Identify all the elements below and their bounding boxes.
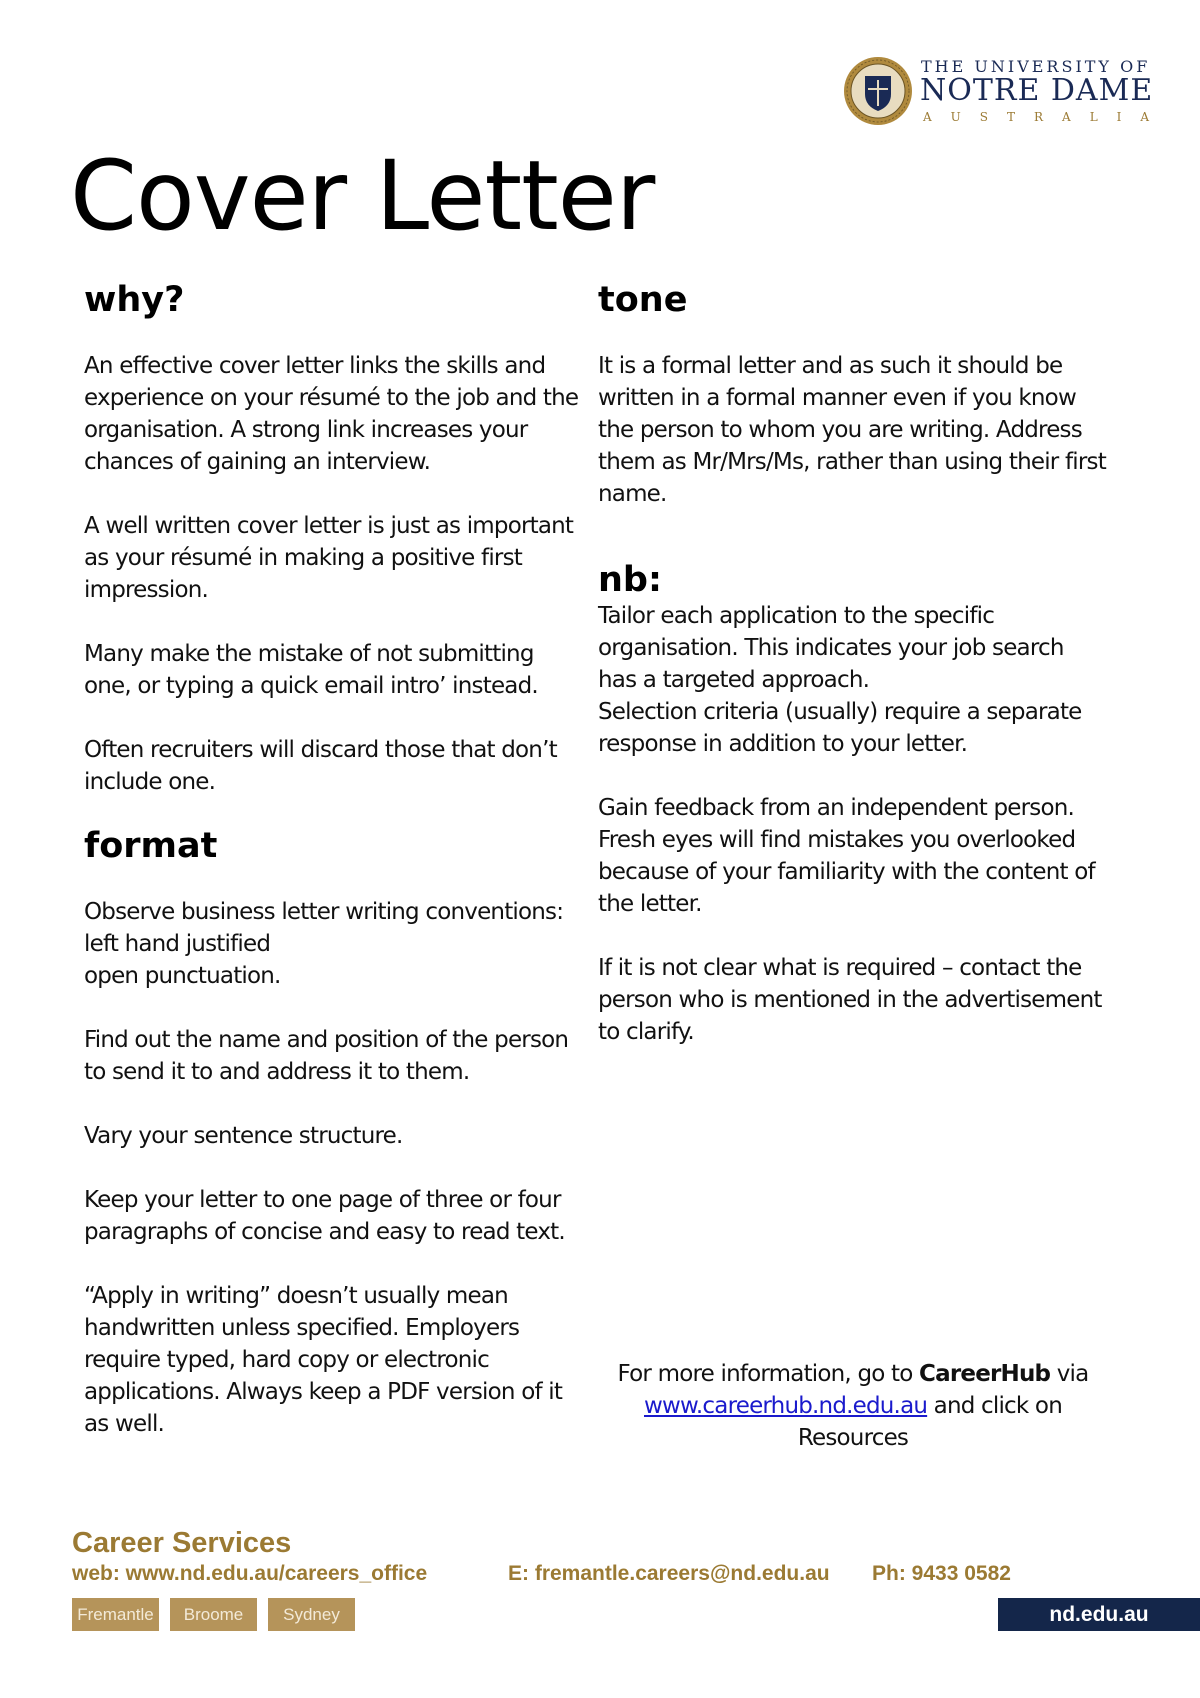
heading-tone: tone — [598, 280, 688, 320]
format-paragraph-1-line-2: left hand justified — [84, 931, 271, 957]
nb-paragraph-1-line-2: Selection criteria (usually) require a separate response in addition to your letter. — [598, 699, 1082, 757]
careerhub-label: CareerHub — [919, 1361, 1051, 1387]
nb-paragraph-2: Gain feedback from an independent person. Fresh eyes will find mistakes you overlooked because of your familiarity with the content of the letter. — [598, 795, 1095, 917]
page-title: Cover Letter — [70, 140, 655, 252]
footer-email[interactable]: E: fremantle.careers@nd.edu.au — [508, 1562, 830, 1585]
why-paragraph-3: Many make the mistake of not submitting one, or typing a quick email intro’ instead. — [84, 641, 538, 699]
format-paragraph-1-line-1: Observe business letter writing conventions: — [84, 899, 564, 925]
footer-web[interactable]: web: www.nd.edu.au/careers_office — [72, 1562, 428, 1585]
more-info-suffix: and click on — [927, 1393, 1062, 1419]
tone-paragraph-1: It is a formal letter and as such it should be written in a formal manner even if you know the person to whom you are writing. Address them as Mr/Mrs/Ms, rather than using their first name. — [598, 353, 1106, 507]
format-paragraph-4: Keep your letter to one page of three or four paragraphs of concise and easy to read text. — [84, 1187, 565, 1245]
logo-line-2: NOTRE DAME — [920, 73, 1154, 108]
careerhub-link[interactable]: www.careerhub.nd.edu.au — [644, 1393, 928, 1419]
format-paragraph-5: “Apply in writing” doesn’t usually mean handwritten unless specified. Employers require typed, hard copy or electronic applications. Always keep a PDF version of it as well. — [84, 1283, 563, 1437]
why-paragraph-1: An effective cover letter links the skills and experience on your résumé to the job and the organisation. A strong link increases your chances of gaining an interview. — [84, 353, 579, 475]
why-paragraph-4: Often recruiters will discard those that don’t include one. — [84, 737, 557, 795]
campus-tab-fremantle[interactable]: Fremantle — [72, 1598, 159, 1631]
more-info-resources: Resources — [797, 1425, 909, 1451]
more-info-prefix: For more information, go to — [617, 1361, 920, 1387]
logo-line-3: AUSTRALIA — [923, 110, 1169, 124]
site-link-bar[interactable]: nd.edu.au — [998, 1598, 1200, 1631]
more-info-via: via — [1050, 1361, 1089, 1387]
more-info — [598, 1358, 1108, 1454]
nb-paragraph-1-line-1: Tailor each application to the specific organisation. This indicates your job search has a targeted approach. — [598, 603, 1064, 693]
logo-line-1: THE UNIVERSITY OF — [921, 57, 1151, 76]
university-crest-icon — [843, 56, 913, 126]
university-logo — [843, 53, 1169, 128]
campus-tab-broome[interactable]: Broome — [170, 1598, 257, 1631]
why-paragraph-2: A well written cover letter is just as important as your résumé in making a positive first impression. — [84, 513, 574, 603]
format-paragraph-3: Vary your sentence structure. — [84, 1123, 403, 1149]
nb-paragraph-3: If it is not clear what is required – contact the person who is mentioned in the advertisement to clarify. — [598, 955, 1102, 1045]
footer-phone: Ph: 9433 0582 — [872, 1562, 1011, 1585]
format-paragraph-1-line-3: open punctuation. — [84, 963, 281, 989]
footer-title: Career Services — [72, 1527, 292, 1559]
heading-nb: nb: — [598, 560, 662, 600]
heading-why: why? — [84, 280, 185, 320]
left-column — [84, 280, 584, 1440]
campus-tab-sydney[interactable]: Sydney — [268, 1598, 355, 1631]
format-paragraph-2: Find out the name and position of the person to send it to and address it to them. — [84, 1027, 569, 1085]
right-column — [598, 280, 1108, 1048]
heading-format: format — [84, 826, 218, 866]
